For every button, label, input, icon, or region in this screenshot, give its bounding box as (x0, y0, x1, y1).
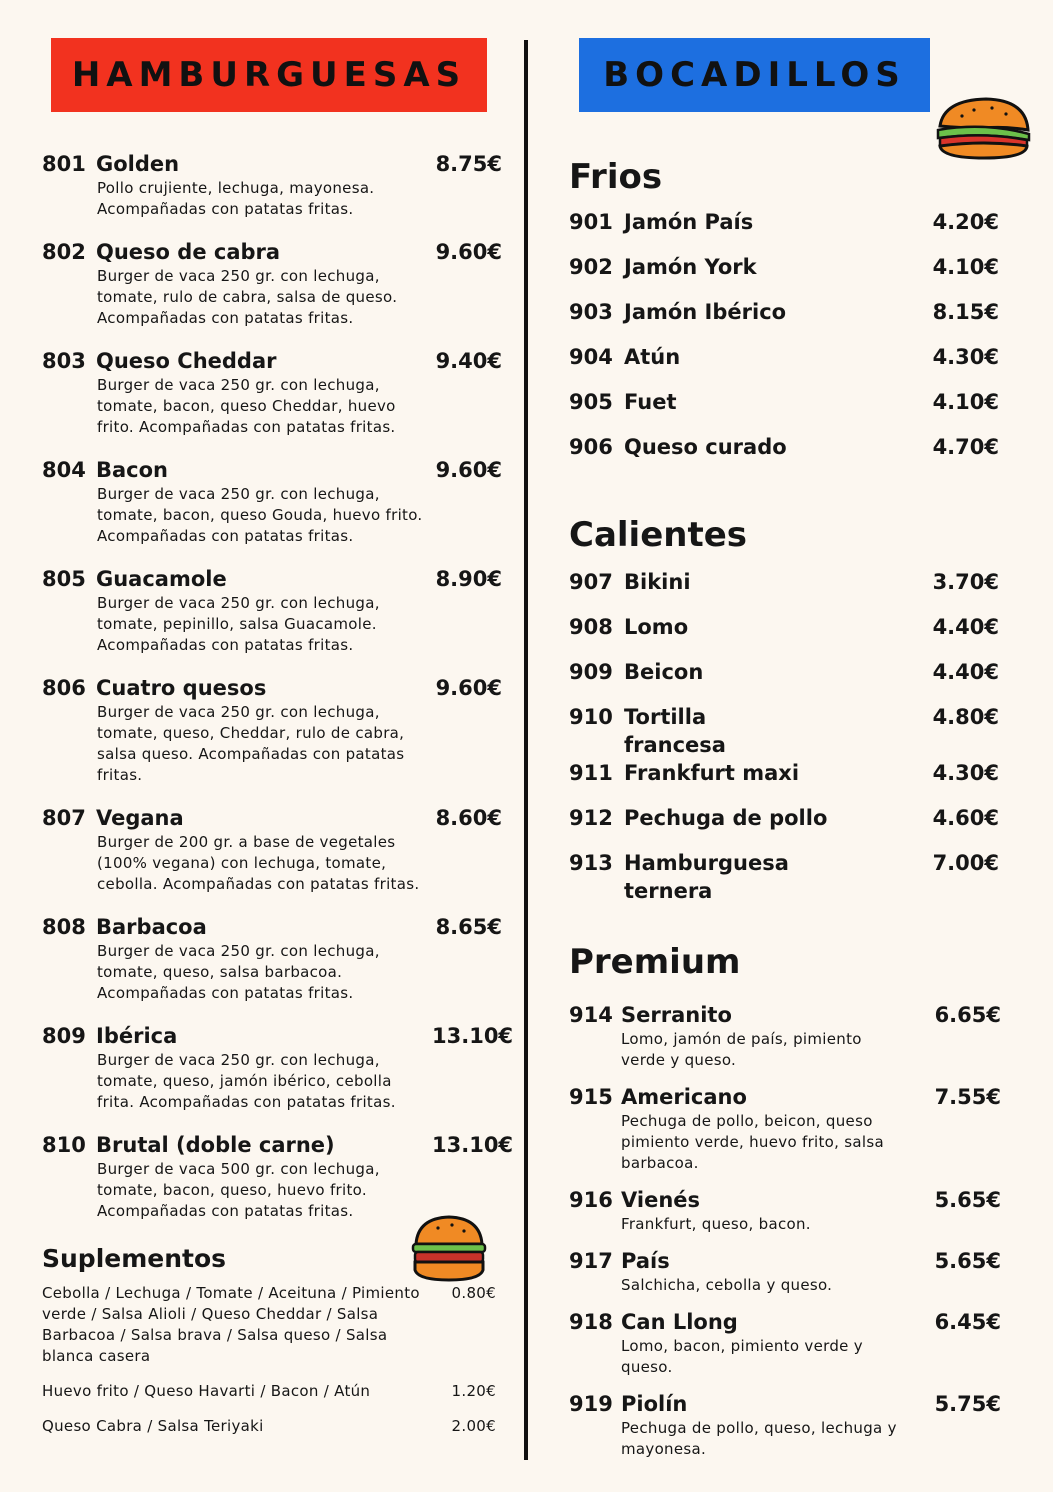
menu-item (569, 658, 999, 703)
menu-item (569, 298, 999, 343)
menu-item (42, 1022, 514, 1113)
item-name: Bacon (96, 458, 169, 482)
suplemento-text: Cebolla / Lechuga / Tomate / Aceituna / Pimiento verde / Salsa Alioli / Queso Cheddar / Salsa Barbacoa / Salsa brava / Salsa queso / Salsa blanca casera (42, 1284, 420, 1365)
item-name: Beicon (624, 660, 704, 684)
suplemento-row (42, 1283, 502, 1367)
item-name: Cuatro quesos (96, 676, 267, 700)
item-price: 8.15€ (932, 300, 999, 324)
menu-item (42, 804, 502, 895)
menu-item (42, 913, 502, 1004)
suplemento-price: 0.80€ (451, 1284, 496, 1302)
item-price: 4.30€ (932, 761, 999, 785)
item-price: 9.60€ (435, 240, 502, 264)
item-header (569, 1247, 1001, 1275)
item-number: 804 (42, 458, 86, 482)
item-name: Piolín (621, 1392, 688, 1416)
item-description: Lomo, jamón de país, pimiento verde y queso. (621, 1030, 862, 1069)
menu-item (569, 1083, 1001, 1174)
suplemento-text: Huevo frito / Queso Havarti / Bacon / Atún (42, 1382, 371, 1400)
menu-item (42, 456, 502, 547)
item-header (42, 674, 502, 702)
item-name: Vegana (96, 806, 184, 830)
item-description: Burger de vaca 250 gr. con lechuga, tomate, queso, Cheddar, rulo de cabra, salsa queso. Acompañadas con patatas fritas. (97, 703, 405, 784)
item-header (42, 238, 502, 266)
item-number: 809 (42, 1024, 86, 1048)
item-number: 807 (42, 806, 86, 830)
bocadillos-banner (579, 38, 930, 112)
item-name: Ibérica (96, 1024, 178, 1048)
item-name: Fuet (624, 390, 677, 414)
item-name: Vienés (621, 1188, 701, 1212)
item-name: Jamón York (624, 255, 757, 279)
item-name: Tortilla francesa (624, 705, 726, 757)
item-number: 910 (569, 705, 613, 729)
item-number: 801 (42, 152, 86, 176)
item-price: 6.45€ (934, 1310, 1001, 1334)
item-header (42, 804, 502, 832)
item-number: 916 (569, 1188, 613, 1212)
item-header (42, 913, 502, 941)
item-header (42, 150, 502, 178)
item-price: 4.40€ (932, 615, 999, 639)
menu-item (569, 703, 999, 759)
item-description: Frankfurt, queso, bacon. (621, 1215, 811, 1233)
menu-item (569, 343, 999, 388)
frios-list (569, 208, 1009, 478)
suplemento-text: Queso Cabra / Salsa Teriyaki (42, 1417, 264, 1435)
item-price: 4.40€ (932, 660, 999, 684)
menu-item (569, 613, 999, 658)
item-name: Frankfurt maxi (624, 761, 800, 785)
item-header (569, 1186, 1001, 1214)
item-description: Burger de vaca 250 gr. con lechuga, tomate, bacon, queso Gouda, huevo frito. Acompañadas con patatas fritas. (97, 485, 423, 545)
item-description: Burger de vaca 250 gr. con lechuga, tomate, queso, jamón ibérico, cebolla frita. Acompañadas con patatas fritas. (97, 1051, 396, 1111)
item-price: 4.10€ (932, 390, 999, 414)
item-number: 919 (569, 1392, 613, 1416)
item-number: 905 (569, 390, 613, 414)
hamburguesas-banner (51, 38, 487, 112)
menu-item (569, 1390, 1001, 1460)
item-price: 9.40€ (435, 349, 502, 373)
item-number: 914 (569, 1003, 613, 1027)
item-name: Golden (96, 152, 180, 176)
item-name: Guacamole (96, 567, 227, 591)
menu-item (569, 253, 999, 298)
item-header (42, 1022, 514, 1050)
suplemento-price: 1.20€ (451, 1382, 496, 1400)
item-name: Hamburguesa ternera (624, 851, 789, 903)
item-price: 7.00€ (932, 851, 999, 875)
item-price: 13.10€ (432, 1024, 514, 1048)
item-number: 913 (569, 851, 613, 875)
item-price: 8.65€ (435, 915, 502, 939)
item-number: 911 (569, 761, 613, 785)
item-header (569, 1001, 1001, 1029)
suplementos-title: Suplementos (42, 1244, 227, 1273)
item-number: 907 (569, 570, 613, 594)
item-price: 8.75€ (435, 152, 502, 176)
item-name: Atún (624, 345, 681, 369)
menu-item (42, 238, 502, 329)
item-price: 5.75€ (934, 1392, 1001, 1416)
item-price: 6.65€ (934, 1003, 1001, 1027)
item-price: 9.60€ (435, 458, 502, 482)
menu-item (569, 568, 999, 613)
item-price: 4.20€ (932, 210, 999, 234)
menu-item (42, 1131, 514, 1222)
item-name: Brutal (doble carne) (96, 1133, 335, 1157)
item-header (569, 1390, 1001, 1418)
item-header (569, 1083, 1001, 1111)
item-name: Lomo (624, 615, 689, 639)
item-name: País (621, 1249, 670, 1273)
menu-item (42, 674, 502, 786)
item-name: Bikini (624, 570, 691, 594)
item-number: 903 (569, 300, 613, 324)
item-price: 4.60€ (932, 806, 999, 830)
item-description: Burger de vaca 500 gr. con lechuga, tomate, bacon, queso, huevo frito. Acompañadas con patatas fritas. (97, 1160, 380, 1220)
item-description: Pechuga de pollo, beicon, queso pimiento verde, huevo frito, salsa barbacoa. (621, 1112, 884, 1172)
item-number: 908 (569, 615, 613, 639)
item-name: Jamón Ibérico (624, 300, 787, 324)
item-description: Burger de vaca 250 gr. con lechuga, tomate, queso, salsa barbacoa. Acompañadas con patatas fritas. (97, 942, 380, 1002)
item-price: 4.30€ (932, 345, 999, 369)
item-name: Barbacoa (96, 915, 207, 939)
premium-title: Premium (569, 942, 741, 982)
item-header (42, 1131, 514, 1159)
item-header (42, 347, 502, 375)
menu-item (569, 1186, 1001, 1235)
calientes-list (569, 568, 1009, 905)
menu-item (569, 759, 999, 804)
menu-item (569, 433, 999, 478)
frios-title: Frios (569, 157, 663, 197)
item-price: 3.70€ (932, 570, 999, 594)
item-price: 7.55€ (934, 1085, 1001, 1109)
menu-item (569, 1001, 1001, 1071)
item-number: 901 (569, 210, 613, 234)
item-price: 4.80€ (932, 705, 999, 729)
item-price: 4.10€ (932, 255, 999, 279)
item-description: Burger de vaca 250 gr. con lechuga, tomate, rulo de cabra, salsa de queso. Acompañadas con patatas fritas. (97, 267, 398, 327)
item-header (569, 1308, 1001, 1336)
item-number: 805 (42, 567, 86, 591)
bocadillos-title: BOCADILLOS (603, 55, 906, 95)
suplemento-row (42, 1381, 502, 1402)
item-header (42, 565, 502, 593)
item-name: Jamón País (624, 210, 754, 234)
hamburguesas-title: HAMBURGUESAS (71, 55, 467, 95)
item-number: 906 (569, 435, 613, 459)
column-divider (524, 40, 528, 1460)
hamburguesas-column (42, 150, 514, 1451)
item-description: Pechuga de pollo, queso, lechuga y mayonesa. (621, 1419, 897, 1458)
item-header (42, 456, 502, 484)
item-description: Burger de 200 gr. a base de vegetales (100% vegana) con lechuga, tomate, cebolla. Acompañadas con patatas fritas. (97, 833, 420, 893)
item-number: 909 (569, 660, 613, 684)
item-number: 802 (42, 240, 86, 264)
item-name: Pechuga de pollo (624, 806, 828, 830)
item-name: Americano (621, 1085, 747, 1109)
item-name: Queso curado (624, 435, 787, 459)
item-number: 808 (42, 915, 86, 939)
item-name: Queso Cheddar (96, 349, 277, 373)
item-name: Queso de cabra (96, 240, 281, 264)
item-number: 912 (569, 806, 613, 830)
calientes-title: Calientes (569, 515, 748, 555)
item-price: 8.60€ (435, 806, 502, 830)
menu-item (569, 1247, 1001, 1296)
item-number: 803 (42, 349, 86, 373)
item-price: 8.90€ (435, 567, 502, 591)
item-price: 4.70€ (932, 435, 999, 459)
item-price: 5.65€ (934, 1188, 1001, 1212)
item-number: 918 (569, 1310, 613, 1334)
menu-item (42, 150, 502, 220)
menu-item (569, 849, 999, 905)
menu-item (42, 565, 502, 656)
item-description: Burger de vaca 250 gr. con lechuga, tomate, bacon, queso Cheddar, huevo frito. Acompañadas con patatas fritas. (97, 376, 396, 436)
menu-item (569, 804, 999, 849)
item-number: 915 (569, 1085, 613, 1109)
suplemento-price: 2.00€ (451, 1417, 496, 1435)
item-description: Pollo crujiente, lechuga, mayonesa. Acompañadas con patatas fritas. (97, 179, 375, 218)
premium-list (569, 1001, 1009, 1460)
suplementos-list (42, 1283, 502, 1437)
menu-item (42, 347, 502, 438)
item-number: 917 (569, 1249, 613, 1273)
hamburguesas-list (42, 150, 514, 1222)
item-description: Lomo, bacon, pimiento verde y queso. (621, 1337, 863, 1376)
item-name: Can Llong (621, 1310, 738, 1334)
item-price: 5.65€ (934, 1249, 1001, 1273)
item-number: 904 (569, 345, 613, 369)
item-number: 810 (42, 1133, 86, 1157)
item-number: 902 (569, 255, 613, 279)
item-description: Burger de vaca 250 gr. con lechuga, tomate, pepinillo, salsa Guacamole. Acompañadas con patatas fritas. (97, 594, 380, 654)
item-name: Serranito (621, 1003, 732, 1027)
menu-item (569, 1308, 1001, 1378)
item-price: 13.10€ (432, 1133, 514, 1157)
item-price: 9.60€ (435, 676, 502, 700)
item-number: 806 (42, 676, 86, 700)
menu-item (569, 208, 999, 253)
suplemento-row (42, 1416, 502, 1437)
item-description: Salchicha, cebolla y queso. (621, 1276, 833, 1294)
menu-item (569, 388, 999, 433)
bocadillos-column (569, 150, 1009, 1472)
